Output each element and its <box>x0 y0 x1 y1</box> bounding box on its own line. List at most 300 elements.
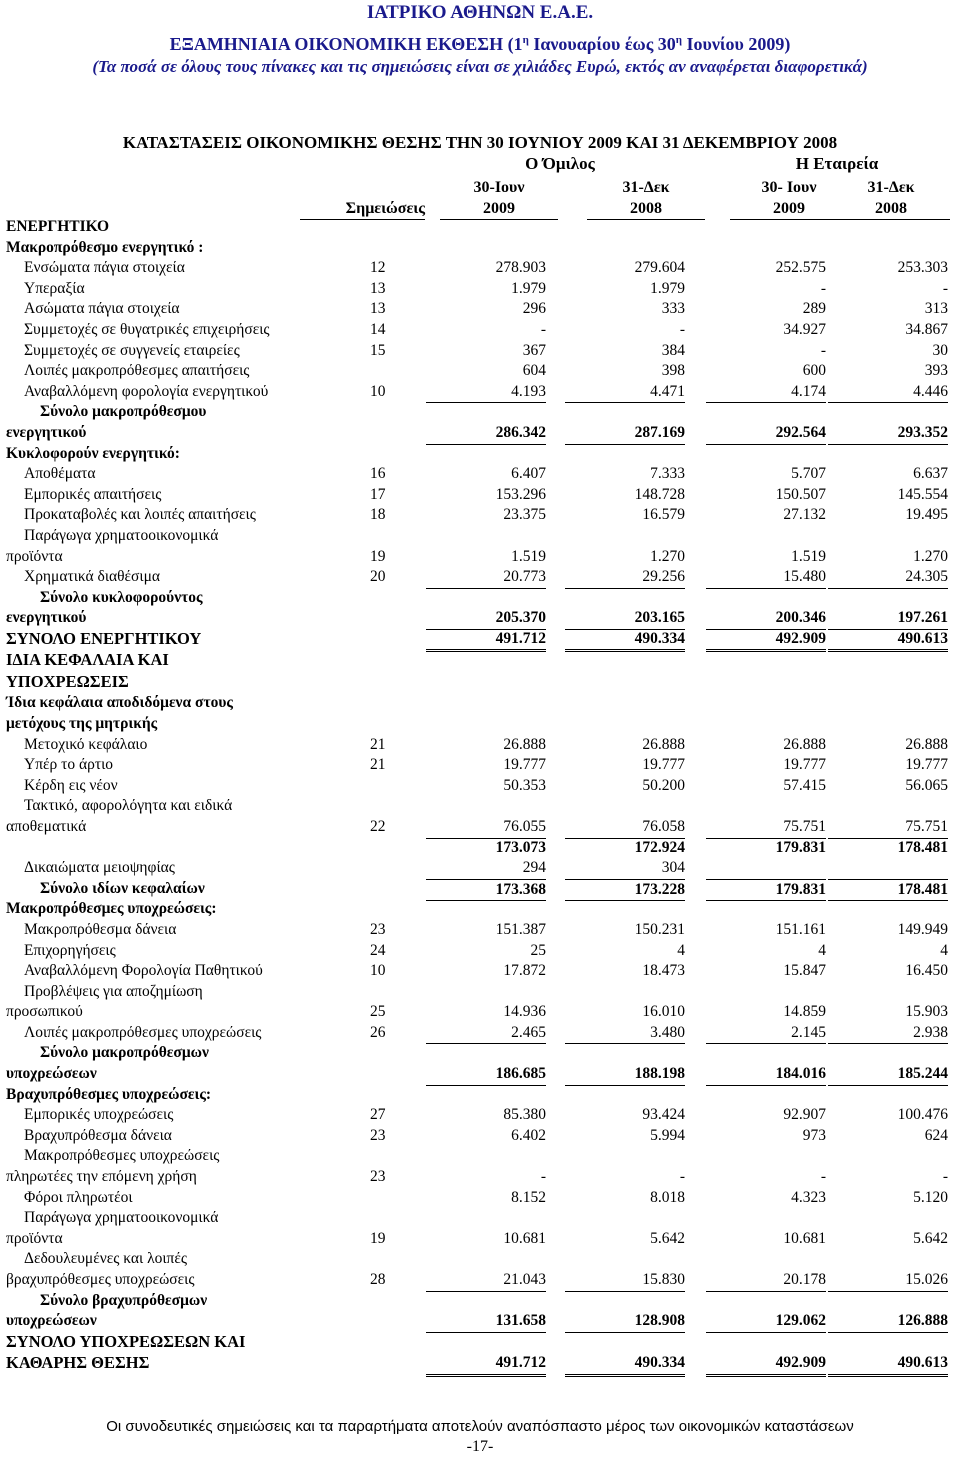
row-label: Σύνολο ιδίων κεφαλαίων <box>40 879 205 897</box>
row-value-col3: 184.016 <box>706 1064 826 1086</box>
row-value-col3: 151.161 <box>775 920 826 938</box>
row-value-col2: 4.471 <box>565 382 685 404</box>
table-row <box>0 217 960 238</box>
footer-note: Οι συνοδευτικές σημειώσεις και τα παραρτήματα αποτελούν αναπόσπαστο μέρος των οικονομικών καταστάσεων <box>106 1418 854 1435</box>
row-value-col4: 56.065 <box>905 776 948 794</box>
row-value-col3: 973 <box>802 1126 826 1144</box>
table-row <box>0 1043 960 1064</box>
row-value-col3: 289 <box>802 300 826 318</box>
row-note: 16 <box>370 465 386 483</box>
row-value-col4: 4.446 <box>828 382 948 404</box>
column-heading-4-line2: 2008 <box>875 200 907 217</box>
table-row <box>0 1291 960 1312</box>
row-label: Παράγωγα χρηματοοικονομικά <box>24 526 219 544</box>
row-label: Ασώματα πάγια στοιχεία <box>24 300 180 318</box>
row-value-col3: 492.909 <box>706 1353 826 1377</box>
group-column-heading: Ο Όμιλος <box>525 154 595 173</box>
row-label: ΣΥΝΟΛΟ ΕΝΕΡΓΗΤΙΚΟΥ <box>6 628 202 648</box>
table-row <box>0 672 960 694</box>
column-heading-4 <box>832 177 950 220</box>
row-value-col4: 19.777 <box>905 756 948 774</box>
row-value-col4: 5.642 <box>913 1229 948 1247</box>
table-row <box>0 608 960 629</box>
row-value-col2: 5.642 <box>650 1229 685 1247</box>
row-note: 28 <box>370 1271 386 1288</box>
row-note: 26 <box>370 1023 386 1041</box>
column-heading-1-line2: 2009 <box>483 200 515 217</box>
table-row <box>0 402 960 423</box>
table-row <box>0 423 960 444</box>
table-row <box>0 755 960 776</box>
row-value-col4: 253.303 <box>897 259 948 277</box>
row-value-col2: 128.908 <box>565 1311 685 1333</box>
table-row <box>0 279 960 300</box>
table-row <box>0 1270 960 1291</box>
row-value-col4: 490.613 <box>828 1353 948 1377</box>
row-label: υποχρεώσεων <box>6 1065 97 1083</box>
row-value-col2: 26.888 <box>642 735 685 753</box>
row-value-col4: 293.352 <box>828 423 948 445</box>
row-label: Προκαταβολές και λοιπές απαιτήσεις <box>24 506 256 524</box>
row-label: Μακροπρόθεσμες υποχρεώσεις: <box>6 900 217 918</box>
table-row <box>0 1146 960 1167</box>
table-row <box>0 961 960 982</box>
row-label: ΥΠΟΧΡΕΩΣΕΙΣ <box>6 671 129 691</box>
row-value-col2: 50.200 <box>642 776 685 794</box>
row-value-col3: 150.507 <box>775 485 826 503</box>
row-value-col2: 8.018 <box>650 1188 685 1206</box>
row-label: βραχυπρόθεσμες υποχρεώσεις <box>6 1271 195 1288</box>
balance-sheet-table <box>0 217 960 1375</box>
row-label: Μετοχικό κεφάλαιο <box>24 735 148 753</box>
column-heading-2 <box>587 177 705 220</box>
row-value-col2: 203.165 <box>565 608 685 630</box>
row-value-col3: 1.519 <box>791 547 826 565</box>
row-value-col4: 2.938 <box>828 1023 948 1045</box>
row-value-col2: 287.169 <box>565 423 685 445</box>
row-note: 13 <box>370 279 386 297</box>
row-value-col3: 19.777 <box>783 756 826 774</box>
row-label: Συμμετοχές σε συγγενείς εταιρείες <box>24 341 240 359</box>
row-note: 20 <box>370 568 386 586</box>
table-row <box>0 1023 960 1044</box>
row-value-col1: - <box>540 320 546 338</box>
row-value-col3: 15.847 <box>783 962 826 980</box>
table-row <box>0 838 960 859</box>
row-value-col1: 21.043 <box>426 1270 546 1292</box>
row-label: Βραχυπρόθεσμες υποχρεώσεις: <box>6 1085 212 1103</box>
table-row <box>0 735 960 756</box>
table-row <box>0 444 960 465</box>
row-value-col4: 145.554 <box>897 485 948 503</box>
row-label: Εμπορικές απαιτήσεις <box>24 485 162 503</box>
report-title-sup2: η <box>675 34 683 46</box>
row-label: Αναβαλλόμενη Φορολογία Παθητικού <box>24 962 263 980</box>
column-heading-3-line2: 2009 <box>773 200 805 217</box>
table-row <box>0 1311 960 1332</box>
company-column-heading: Η Εταιρεία <box>795 154 879 173</box>
company-title: ΙΑΤΡΙΚΟ ΑΘΗΝΩΝ Ε.Α.Ε. <box>366 2 594 23</box>
row-note: 23 <box>370 920 386 938</box>
table-row <box>0 1064 960 1085</box>
table-row <box>0 858 960 879</box>
row-value-col2: 398 <box>661 362 685 380</box>
table-row <box>0 714 960 735</box>
table-row <box>0 299 960 320</box>
row-value-col1: 286.342 <box>426 423 546 445</box>
row-value-col4: 490.613 <box>828 629 948 653</box>
row-label: ΙΔΙΑ ΚΕΦΑΛΑΙΑ ΚΑΙ <box>6 650 169 670</box>
row-value-col3: 10.681 <box>783 1229 826 1247</box>
column-heading-2-line1: 31-Δεκ <box>622 179 670 196</box>
row-value-col1: 491.712 <box>426 629 546 653</box>
row-value-col1: 4.193 <box>426 382 546 404</box>
row-value-col3: - <box>820 1168 826 1186</box>
row-value-col1: 6.402 <box>511 1126 546 1144</box>
row-label: Δικαιώματα μειοψηφίας <box>24 859 175 877</box>
table-row <box>0 1002 960 1023</box>
row-value-col2: 173.228 <box>565 879 685 902</box>
row-label: Λοιπές μακροπρόθεσμες απαιτήσεις <box>24 362 250 380</box>
row-value-col4: 4 <box>940 941 948 959</box>
row-label: Δεδουλευμένες και λοιπές <box>24 1250 187 1268</box>
row-value-col4: 393 <box>924 362 948 380</box>
table-row <box>0 1085 960 1106</box>
row-value-col1: 173.368 <box>426 879 546 902</box>
row-value-col4: 19.495 <box>905 506 948 524</box>
table-row <box>0 320 960 341</box>
row-value-col4: - <box>942 1168 948 1186</box>
row-value-col2: 5.994 <box>650 1126 685 1144</box>
row-value-col4: 313 <box>924 300 948 318</box>
column-heading-3-line1: 30- Ιουν <box>761 179 817 196</box>
row-label: Μακροπρόθεσμες υποχρεώσεις <box>24 1147 220 1165</box>
table-row <box>0 526 960 547</box>
row-label: Μακροπρόθεσμο ενεργητικό : <box>6 238 204 256</box>
report-title-sup1: η <box>522 34 529 46</box>
row-label: Υπεραξία <box>24 279 85 297</box>
row-value-col3: - <box>820 341 826 359</box>
row-value-col4: 185.244 <box>828 1064 948 1086</box>
row-value-col3: 492.909 <box>706 629 826 653</box>
amounts-note: (Τα ποσά σε όλους τους πίνακες και τις σημειώσεις είναι σε χιλιάδες Ευρώ, εκτός αν αναφέρεται διαφορετικά) <box>92 57 868 76</box>
row-value-col3: 15.480 <box>706 567 826 589</box>
row-value-col4: 30 <box>932 341 948 359</box>
table-row <box>0 817 960 838</box>
row-note: 18 <box>370 506 386 524</box>
table-row <box>0 1126 960 1147</box>
row-value-col2: 1.979 <box>650 279 685 297</box>
table-row <box>0 464 960 485</box>
row-value-col3: 26.888 <box>783 735 826 753</box>
row-value-col2: 333 <box>661 300 685 318</box>
row-label: Υπέρ το άρτιο <box>24 756 113 774</box>
row-value-col1: 1.519 <box>511 547 546 565</box>
row-value-col2: 1.270 <box>650 547 685 565</box>
row-value-col3: 57.415 <box>783 776 826 794</box>
table-row <box>0 941 960 962</box>
table-row <box>0 879 960 900</box>
report-title-post: Ιουνίου 2009) <box>682 34 791 54</box>
row-value-col1: 151.387 <box>495 920 546 938</box>
row-value-col1: 6.407 <box>511 465 546 483</box>
row-label: αποθεματικά <box>6 817 87 835</box>
row-label: Προβλέψεις για αποζημίωση <box>24 982 203 1000</box>
row-label: Σύνολο μακροπρόθεσμου <box>40 403 207 421</box>
row-label: Σύνολο κυκλοφορούντος <box>40 588 203 606</box>
table-row <box>0 1208 960 1229</box>
table-row <box>0 920 960 941</box>
row-value-col3: 2.145 <box>706 1023 826 1045</box>
row-value-col3: 200.346 <box>706 608 826 630</box>
table-row <box>0 1249 960 1270</box>
row-value-col4: 197.261 <box>828 608 948 630</box>
row-value-col2: 188.198 <box>565 1064 685 1086</box>
table-row <box>0 588 960 609</box>
row-value-col1: 17.872 <box>503 962 546 980</box>
column-heading-2-line2: 2008 <box>630 200 662 217</box>
row-label: Επιχορηγήσεις <box>24 941 116 959</box>
row-value-col1: 153.296 <box>495 485 546 503</box>
row-value-col1: 2.465 <box>426 1023 546 1045</box>
row-value-col4: 100.476 <box>897 1106 948 1124</box>
row-label: ΕΝΕΡΓΗΤΙΚΟ <box>6 218 110 235</box>
row-note: 19 <box>370 1229 386 1247</box>
table-row <box>0 341 960 362</box>
row-value-col2: 304 <box>661 859 685 877</box>
row-value-col3: 292.564 <box>706 423 826 445</box>
row-value-col3: 14.859 <box>783 1003 826 1021</box>
row-label: Σύνολο μακροπρόθεσμων <box>40 1044 209 1062</box>
row-value-col4: 149.949 <box>897 920 948 938</box>
table-row <box>0 629 960 651</box>
table-row <box>0 567 960 588</box>
column-heading-1 <box>440 177 558 220</box>
table-row <box>0 505 960 526</box>
row-label: ενεργητικού <box>6 609 87 627</box>
table-row <box>0 258 960 279</box>
row-value-col1: 23.375 <box>503 506 546 524</box>
row-label: προϊόντα <box>6 547 63 565</box>
row-value-col1: 186.685 <box>426 1064 546 1086</box>
row-value-col2: 384 <box>661 341 685 359</box>
row-label: πληρωτέες την επόμενη χρήση <box>6 1168 197 1186</box>
row-value-col1: 278.903 <box>495 259 546 277</box>
row-label: Κυκλοφορούν ενεργητικό: <box>6 444 180 462</box>
row-value-col4: 1.270 <box>913 547 948 565</box>
row-label: Τακτικό, αφορολόγητα και ειδικά <box>24 797 233 815</box>
row-value-col2: 15.830 <box>565 1270 685 1292</box>
table-row <box>0 547 960 568</box>
row-value-col2: 148.728 <box>634 485 685 503</box>
row-label: ΚΑΘΑΡΗΣ ΘΕΣΗΣ <box>6 1353 150 1373</box>
table-row <box>0 982 960 1003</box>
row-value-col2: 76.058 <box>565 817 685 839</box>
row-value-col4: 34.867 <box>905 320 948 338</box>
row-value-col2: 93.424 <box>642 1106 685 1124</box>
row-label: ενεργητικού <box>6 423 87 441</box>
row-note: 14 <box>370 320 386 338</box>
row-note: 12 <box>370 259 386 277</box>
row-note: 23 <box>370 1168 386 1186</box>
report-title-pre: ΕΞΑΜΗΝΙΑΙΑ ΟΙΚΟΝΟΜΙΚΗ ΕΚΘΕΣΗ (1 <box>169 34 523 54</box>
table-row <box>0 899 960 920</box>
row-value-col2: 4 <box>677 941 685 959</box>
row-value-col2: 19.777 <box>642 756 685 774</box>
row-value-col1: 14.936 <box>503 1003 546 1021</box>
table-row <box>0 1105 960 1126</box>
row-label: Συμμετοχές σε θυγατρικές επιχειρήσεις <box>24 320 270 338</box>
table-row <box>0 361 960 382</box>
row-label: Χρηματικά διαθέσιμα <box>24 568 161 586</box>
row-value-col1: 1.979 <box>511 279 546 297</box>
row-note: 23 <box>370 1126 386 1144</box>
row-label: Κέρδη εις νέον <box>24 776 118 794</box>
row-label: Φόροι πληρωτέοι <box>24 1188 133 1206</box>
row-label: Μακροπρόθεσμα δάνεια <box>24 920 177 938</box>
row-note: 19 <box>370 547 386 565</box>
row-note: 21 <box>370 735 386 753</box>
table-row <box>0 693 960 714</box>
row-note: 13 <box>370 300 386 318</box>
table-row <box>0 650 960 672</box>
row-value-col3: 75.751 <box>706 817 826 839</box>
table-row <box>0 1167 960 1188</box>
row-note: 10 <box>370 382 386 400</box>
row-value-col4: 6.637 <box>913 465 948 483</box>
table-row <box>0 382 960 403</box>
row-value-col4: 24.305 <box>828 567 948 589</box>
row-value-col1: 26.888 <box>503 735 546 753</box>
row-label: Αποθέματα <box>24 465 96 483</box>
row-label: Παράγωγα χρηματοοικονομικά <box>24 1209 219 1227</box>
table-row <box>0 485 960 506</box>
row-label: Αναβαλλόμενη φορολογία ενεργητικού <box>24 382 269 400</box>
row-value-col2: 279.604 <box>634 259 685 277</box>
row-value-col1: 8.152 <box>511 1188 546 1206</box>
column-heading-1-line1: 30-Ιουν <box>473 179 525 196</box>
table-row <box>0 796 960 817</box>
report-title-mid: Ιανουαρίου έως 30 <box>528 34 676 54</box>
row-value-col2: 16.579 <box>642 506 685 524</box>
row-value-col4: 178.481 <box>897 838 948 856</box>
row-value-col3: 4.323 <box>791 1188 826 1206</box>
row-value-col2: 3.480 <box>565 1023 685 1045</box>
row-value-col2: 29.256 <box>565 567 685 589</box>
row-value-col3: 129.062 <box>706 1311 826 1333</box>
row-value-col4: 624 <box>924 1126 948 1144</box>
row-value-col1: - <box>540 1168 546 1186</box>
row-value-col3: 20.178 <box>706 1270 826 1292</box>
row-note: 21 <box>370 756 386 774</box>
row-value-col1: 367 <box>522 341 546 359</box>
row-note: 10 <box>370 962 386 980</box>
row-value-col1: 20.773 <box>426 567 546 589</box>
row-value-col4: 126.888 <box>828 1311 948 1333</box>
row-value-col4: 15.903 <box>905 1003 948 1021</box>
row-value-col4: 75.751 <box>828 817 948 839</box>
row-value-col1: 604 <box>522 362 546 380</box>
row-label: ΣΥΝΟΛΟ ΥΠΟΧΡΕΩΣΕΩΝ ΚΑΙ <box>6 1331 246 1351</box>
row-label: προϊόντα <box>6 1229 63 1247</box>
row-label: Ενσώματα πάγια στοιχεία <box>24 259 185 277</box>
row-note: 17 <box>370 485 386 503</box>
row-value-col1: 50.353 <box>503 776 546 794</box>
row-value-col3: 92.907 <box>783 1106 826 1124</box>
row-value-col1: 296 <box>522 300 546 318</box>
row-note: 22 <box>370 817 386 835</box>
row-note: 25 <box>370 1003 386 1021</box>
row-value-col1: 19.777 <box>503 756 546 774</box>
row-label: υποχρεώσεων <box>6 1312 97 1330</box>
row-label: Εμπορικές υποχρεώσεις <box>24 1106 174 1124</box>
row-value-col3: 5.707 <box>791 465 826 483</box>
row-value-col3: 34.927 <box>783 320 826 338</box>
row-value-col2: 490.334 <box>565 629 685 653</box>
report-title <box>0 29 960 55</box>
statement-title: ΚΑΤΑΣΤΑΣΕΙΣ ΟΙΚΟΝΟΜΙΚΗΣ ΘΕΣΗΣ ΤΗΝ 30 ΙΟΥΝΙΟΥ 2009 ΚΑΙ 31 ΔΕΚΕΜΒΡΙΟΥ 2008 <box>122 133 838 152</box>
row-value-col3: 179.831 <box>775 838 826 856</box>
table-row <box>0 776 960 797</box>
row-value-col1: 294 <box>522 859 546 877</box>
column-heading-4-line1: 31-Δεκ <box>867 179 915 196</box>
row-value-col3: - <box>820 279 826 297</box>
table-row <box>0 1229 960 1250</box>
row-value-col2: 490.334 <box>565 1353 685 1377</box>
row-value-col4: 5.120 <box>913 1188 948 1206</box>
row-value-col2: 7.333 <box>650 465 685 483</box>
table-row <box>0 1353 960 1375</box>
row-value-col4: 15.026 <box>828 1270 948 1292</box>
row-label: μετόχους της μητρικής <box>6 714 158 732</box>
row-value-col3: 27.132 <box>783 506 826 524</box>
row-value-col4: - <box>942 279 948 297</box>
row-note: 15 <box>370 341 386 359</box>
row-label: Βραχυπρόθεσμα δάνεια <box>24 1126 172 1144</box>
row-value-col3: 4 <box>818 941 826 959</box>
row-label: προσωπικού <box>6 1003 83 1021</box>
row-label: Λοιπές μακροπρόθεσμες υποχρεώσεις <box>24 1023 262 1041</box>
table-row <box>0 238 960 259</box>
column-heading-3 <box>730 177 848 220</box>
row-value-col2: 172.924 <box>634 838 685 856</box>
row-note: 27 <box>370 1106 386 1124</box>
page-number: -17- <box>466 1438 494 1455</box>
row-value-col1: 205.370 <box>426 608 546 630</box>
row-value-col1: 76.055 <box>426 817 546 839</box>
row-label: Ίδια κεφάλαια αποδιδόμενα στους <box>6 694 233 712</box>
row-value-col4: 178.481 <box>828 879 948 902</box>
row-note: 24 <box>370 941 386 959</box>
row-value-col3: 179.831 <box>706 879 826 902</box>
row-value-col1: 85.380 <box>503 1106 546 1124</box>
row-value-col4: 26.888 <box>905 735 948 753</box>
table-row <box>0 1188 960 1209</box>
table-row <box>0 1332 960 1354</box>
row-value-col1: 491.712 <box>426 1353 546 1377</box>
row-value-col3: 252.575 <box>775 259 826 277</box>
row-label: Σύνολο βραχυπρόθεσμων <box>40 1291 208 1309</box>
row-value-col2: 16.010 <box>642 1003 685 1021</box>
row-value-col2: 18.473 <box>642 962 685 980</box>
row-value-col3: 4.174 <box>706 382 826 404</box>
row-value-col4: 16.450 <box>905 962 948 980</box>
row-value-col1: 25 <box>530 941 546 959</box>
row-value-col2: - <box>679 1168 685 1186</box>
notes-column-heading: Σημειώσεις <box>300 198 425 220</box>
row-value-col1: 10.681 <box>503 1229 546 1247</box>
row-value-col1: 131.658 <box>426 1311 546 1333</box>
